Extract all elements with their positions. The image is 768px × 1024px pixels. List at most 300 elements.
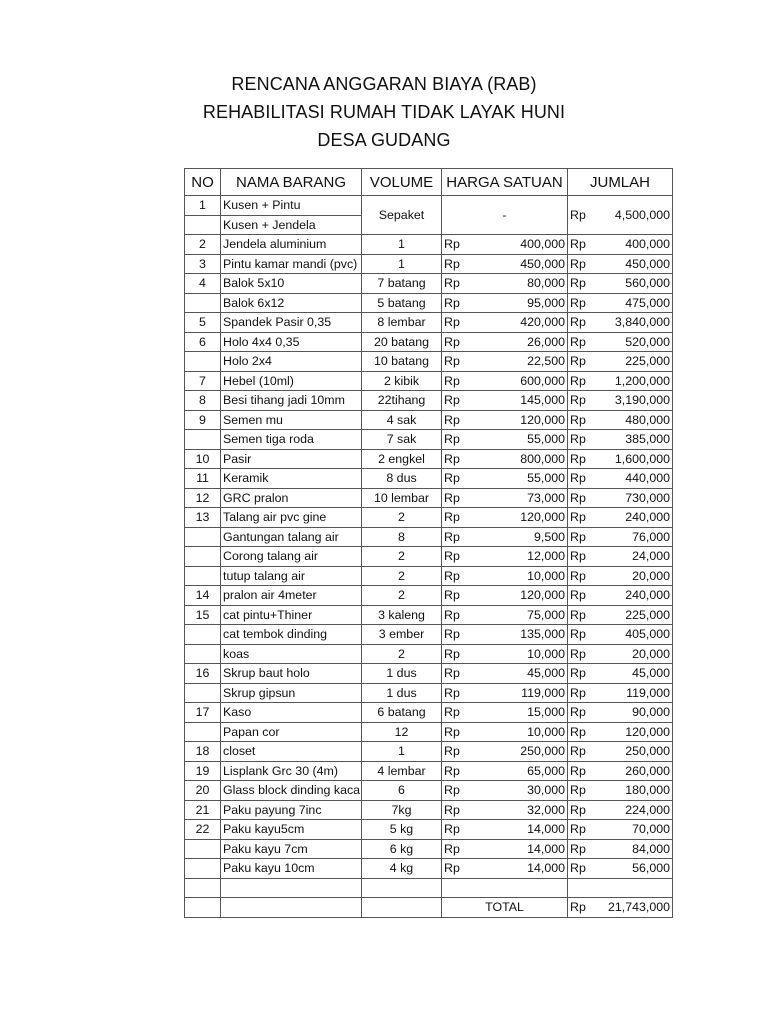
row-no	[185, 625, 221, 645]
harga-value: 14,000	[527, 861, 565, 876]
row-name: cat tembok dinding	[221, 625, 362, 645]
jumlah-value: 120,000	[625, 724, 670, 739]
row-name: Semen tiga roda	[221, 430, 362, 450]
table-row	[185, 761, 673, 781]
currency-label: Rp	[444, 393, 460, 408]
row-no: 16	[185, 664, 221, 684]
table-row	[185, 820, 673, 840]
row-volume: 10 lembar	[362, 488, 442, 508]
currency-label: Rp	[444, 861, 460, 876]
title-line-1: RENCANA ANGGARAN BIAYA (RAB)	[231, 74, 537, 94]
table-row	[185, 644, 673, 664]
title-line-3: DESA GUDANG	[317, 130, 451, 150]
harga-value: 10,000	[527, 646, 565, 661]
header-nama-barang: NAMA BARANG	[221, 169, 362, 196]
row-harga	[442, 449, 568, 469]
row-harga	[442, 508, 568, 528]
row-harga	[442, 430, 568, 450]
row-volume: 7 sak	[362, 430, 442, 450]
harga-value: 14,000	[527, 841, 565, 856]
table-row	[185, 547, 673, 567]
harga-value: 32,000	[527, 802, 565, 817]
table-row	[185, 722, 673, 742]
row-no	[185, 859, 221, 879]
row-harga	[442, 293, 568, 313]
row-jumlah	[568, 605, 673, 625]
currency-label: Rp	[444, 276, 460, 291]
row-harga	[442, 644, 568, 664]
row-harga	[442, 371, 568, 391]
row-name: Jendela aluminium	[221, 235, 362, 255]
jumlah-value: 20,000	[632, 568, 670, 583]
row-name: Kusen + Jendela	[221, 215, 362, 235]
currency-label: Rp	[570, 822, 586, 837]
currency-label: Rp	[444, 607, 460, 622]
row-no: 11	[185, 469, 221, 489]
currency-label: Rp	[570, 451, 586, 466]
table-row	[185, 371, 673, 391]
currency-label: Rp	[444, 295, 460, 310]
row-harga	[442, 488, 568, 508]
row-harga	[442, 352, 568, 372]
row-harga	[442, 566, 568, 586]
row-name: Skrup gipsun	[221, 683, 362, 703]
row-harga	[442, 820, 568, 840]
row-volume: 8	[362, 527, 442, 547]
row-jumlah	[568, 410, 673, 430]
currency-label: Rp	[570, 841, 586, 856]
row-volume: 2	[362, 586, 442, 606]
row-harga	[442, 391, 568, 411]
row-jumlah	[568, 722, 673, 742]
row-name: pralon air 4meter	[221, 586, 362, 606]
row-harga	[442, 313, 568, 333]
jumlah-value: 119,000	[626, 685, 670, 700]
row-harga	[442, 839, 568, 859]
row-jumlah	[568, 742, 673, 762]
table-row	[185, 274, 673, 294]
header-no: NO	[185, 169, 221, 196]
row-name: Kaso	[221, 703, 362, 723]
jumlah-value: 84,000	[632, 841, 670, 856]
row-no: 12	[185, 488, 221, 508]
jumlah-value: 70,000	[632, 822, 670, 837]
harga-value: 80,000	[527, 276, 565, 291]
harga-value: 26,000	[527, 334, 565, 349]
row-jumlah	[568, 254, 673, 274]
row-no: 2	[185, 235, 221, 255]
row-jumlah	[568, 508, 673, 528]
currency-label: Rp	[444, 549, 460, 564]
row-volume: 7kg	[362, 800, 442, 820]
row-no: 7	[185, 371, 221, 391]
currency-label: Rp	[444, 841, 460, 856]
jumlah-value: 250,000	[625, 744, 670, 759]
table-row	[185, 449, 673, 469]
harga-value: 119,000	[521, 685, 565, 700]
row-no	[185, 215, 221, 235]
table-row	[185, 332, 673, 352]
header-volume: VOLUME	[362, 169, 442, 196]
jumlah-value: 450,000	[625, 256, 670, 271]
row-jumlah	[568, 625, 673, 645]
row-jumlah	[568, 196, 673, 235]
currency-label: Rp	[444, 354, 460, 369]
currency-label: Rp	[570, 802, 586, 817]
row-no: 13	[185, 508, 221, 528]
jumlah-value: 76,000	[632, 529, 670, 544]
currency-label: Rp	[570, 646, 586, 661]
header-jumlah: JUMLAH	[568, 169, 673, 196]
row-jumlah	[568, 371, 673, 391]
row-jumlah	[568, 683, 673, 703]
currency-label: Rp	[570, 373, 586, 388]
row-volume: 3 kaleng	[362, 605, 442, 625]
row-name: cat pintu+Thiner	[221, 605, 362, 625]
harga-value: 95,000	[527, 295, 565, 310]
currency-label: Rp	[570, 549, 586, 564]
table-row	[185, 352, 673, 372]
row-harga	[442, 859, 568, 879]
row-volume: 10 batang	[362, 352, 442, 372]
table-row	[185, 839, 673, 859]
row-harga	[442, 586, 568, 606]
currency-label: Rp	[444, 724, 460, 739]
row-volume: 8 lembar	[362, 313, 442, 333]
row-name: GRC pralon	[221, 488, 362, 508]
total-row	[185, 898, 673, 918]
row-no	[185, 527, 221, 547]
row-name: Paku kayu 10cm	[221, 859, 362, 879]
row-volume: 1	[362, 742, 442, 762]
table-row	[185, 469, 673, 489]
jumlah-value: 224,000	[625, 802, 670, 817]
table-row	[185, 605, 673, 625]
harga-value: 55,000	[527, 471, 565, 486]
currency-label: Rp	[444, 646, 460, 661]
currency-label: Rp	[444, 451, 460, 466]
row-name: Kusen + Pintu	[221, 196, 362, 216]
jumlah-value: 4,500,000	[614, 208, 670, 222]
row-volume: 12	[362, 722, 442, 742]
harga-value: 120,000	[520, 588, 565, 603]
total-label: TOTAL	[442, 898, 568, 918]
table-row	[185, 742, 673, 762]
row-jumlah	[568, 293, 673, 313]
row-name: closet	[221, 742, 362, 762]
row-volume: 2	[362, 508, 442, 528]
currency-label: Rp	[444, 666, 460, 681]
row-jumlah	[568, 800, 673, 820]
row-harga	[442, 664, 568, 684]
row-name: Hebel (10ml)	[221, 371, 362, 391]
harga-value: 45,000	[527, 666, 565, 681]
currency-label: Rp	[570, 627, 586, 642]
table-row	[185, 430, 673, 450]
row-name: Skrup baut holo	[221, 664, 362, 684]
row-jumlah	[568, 566, 673, 586]
row-name: Keramik	[221, 469, 362, 489]
row-harga: -	[442, 196, 568, 235]
jumlah-value: 440,000	[625, 471, 670, 486]
jumlah-value: 24,000	[632, 549, 670, 564]
document-title	[0, 70, 768, 154]
table-row	[185, 410, 673, 430]
row-name: Paku kayu 7cm	[221, 839, 362, 859]
currency-label: Rp	[570, 744, 586, 759]
jumlah-value: 225,000	[625, 607, 670, 622]
row-jumlah	[568, 527, 673, 547]
row-volume: 7 batang	[362, 274, 442, 294]
row-no: 3	[185, 254, 221, 274]
row-jumlah	[568, 352, 673, 372]
row-volume: 6	[362, 781, 442, 801]
table-row	[185, 683, 673, 703]
row-volume: 2	[362, 547, 442, 567]
row-name: Pintu kamar mandi (pvc)	[221, 254, 362, 274]
row-volume: 5 kg	[362, 820, 442, 840]
row-harga	[442, 274, 568, 294]
currency-label: Rp	[570, 490, 586, 505]
row-volume: 2 engkel	[362, 449, 442, 469]
row-jumlah	[568, 820, 673, 840]
currency-label: Rp	[570, 861, 586, 876]
row-harga	[442, 683, 568, 703]
currency-label: Rp	[570, 607, 586, 622]
jumlah-value: 3,190,000	[614, 393, 670, 408]
jumlah-value: 20,000	[632, 646, 670, 661]
currency-label: Rp	[444, 763, 460, 778]
row-harga	[442, 332, 568, 352]
row-volume: 20 batang	[362, 332, 442, 352]
row-jumlah	[568, 235, 673, 255]
row-harga	[442, 235, 568, 255]
harga-value: 420,000	[520, 315, 565, 330]
table-row	[185, 293, 673, 313]
currency-label: Rp	[570, 568, 586, 583]
row-name: Paku payung 7inc	[221, 800, 362, 820]
table-row	[185, 859, 673, 879]
currency-label: Rp	[444, 802, 460, 817]
currency-label: Rp	[444, 510, 460, 525]
harga-value: 55,000	[527, 432, 565, 447]
harga-value: 120,000	[520, 412, 565, 427]
currency-label: Rp	[444, 627, 460, 642]
harga-value: 120,000	[520, 510, 565, 525]
row-no: 21	[185, 800, 221, 820]
table-row	[185, 527, 673, 547]
row-jumlah	[568, 274, 673, 294]
row-harga	[442, 722, 568, 742]
harga-value: 10,000	[527, 724, 565, 739]
row-name: Talang air pvc gine	[221, 508, 362, 528]
row-jumlah	[568, 664, 673, 684]
row-no	[185, 293, 221, 313]
row-no	[185, 644, 221, 664]
currency-label: Rp	[444, 237, 460, 252]
row-jumlah	[568, 761, 673, 781]
currency-label: Rp	[444, 588, 460, 603]
total-value: 21,743,000	[607, 900, 670, 915]
row-no: 17	[185, 703, 221, 723]
row-jumlah	[568, 703, 673, 723]
currency-label: Rp	[570, 354, 586, 369]
row-no: 22	[185, 820, 221, 840]
table-row	[185, 254, 673, 274]
table-row	[185, 800, 673, 820]
table-row	[185, 781, 673, 801]
jumlah-value: 180,000	[625, 783, 670, 798]
table-row	[185, 391, 673, 411]
table-row	[185, 196, 673, 216]
row-no: 5	[185, 313, 221, 333]
harga-value: 22,500	[527, 354, 565, 369]
header-row	[185, 169, 673, 196]
row-name: Semen mu	[221, 410, 362, 430]
row-harga	[442, 742, 568, 762]
row-name: Lisplank Grc 30 (4m)	[221, 761, 362, 781]
currency-label: Rp	[570, 237, 586, 252]
row-name: Corong talang air	[221, 547, 362, 567]
row-jumlah	[568, 644, 673, 664]
row-jumlah	[568, 488, 673, 508]
harga-value: 12,000	[527, 549, 565, 564]
table-row	[185, 313, 673, 333]
harga-value: 10,000	[527, 568, 565, 583]
currency-label: Rp	[570, 208, 586, 222]
jumlah-value: 385,000	[625, 432, 670, 447]
jumlah-value: 560,000	[625, 276, 670, 291]
currency-label: Rp	[570, 315, 586, 330]
jumlah-value: 90,000	[632, 705, 670, 720]
row-no	[185, 547, 221, 567]
currency-label: Rp	[570, 529, 586, 544]
row-volume: 3 ember	[362, 625, 442, 645]
jumlah-value: 730,000	[625, 490, 670, 505]
row-jumlah	[568, 430, 673, 450]
row-name: Glass block dinding kaca	[221, 781, 362, 801]
table-row	[185, 625, 673, 645]
row-jumlah	[568, 313, 673, 333]
row-name: Holo 2x4	[221, 352, 362, 372]
row-no	[185, 722, 221, 742]
jumlah-value: 45,000	[632, 666, 670, 681]
table-row	[185, 703, 673, 723]
jumlah-value: 240,000	[625, 588, 670, 603]
currency-label: Rp	[570, 666, 586, 681]
harga-value: 135,000	[520, 627, 565, 642]
row-volume: 6 kg	[362, 839, 442, 859]
jumlah-value: 260,000	[625, 763, 670, 778]
row-no: 9	[185, 410, 221, 430]
row-no: 20	[185, 781, 221, 801]
row-volume: 4 sak	[362, 410, 442, 430]
row-volume: 5 batang	[362, 293, 442, 313]
row-harga	[442, 254, 568, 274]
currency-label: Rp	[570, 256, 586, 271]
currency-label: Rp	[444, 529, 460, 544]
row-no: 15	[185, 605, 221, 625]
harga-value: 800,000	[520, 451, 565, 466]
total-cell	[568, 898, 673, 918]
currency-label: Rp	[444, 412, 460, 427]
jumlah-value: 1,200,000	[614, 373, 670, 388]
row-no: 10	[185, 449, 221, 469]
row-no: 18	[185, 742, 221, 762]
row-volume: 2	[362, 566, 442, 586]
table-row	[185, 488, 673, 508]
jumlah-value: 475,000	[625, 295, 670, 310]
row-jumlah	[568, 469, 673, 489]
jumlah-value: 1,600,000	[614, 451, 670, 466]
harga-value: 75,000	[527, 607, 565, 622]
row-name: koas	[221, 644, 362, 664]
jumlah-value: 240,000	[625, 510, 670, 525]
row-volume: 1	[362, 254, 442, 274]
row-name: Gantungan talang air	[221, 527, 362, 547]
row-name: Balok 6x12	[221, 293, 362, 313]
row-harga	[442, 605, 568, 625]
currency-label: Rp	[570, 334, 586, 349]
row-no	[185, 430, 221, 450]
currency-label: Rp	[444, 334, 460, 349]
row-volume: 2	[362, 644, 442, 664]
row-harga	[442, 761, 568, 781]
row-harga	[442, 781, 568, 801]
row-jumlah	[568, 781, 673, 801]
row-jumlah	[568, 859, 673, 879]
harga-value: 14,000	[527, 822, 565, 837]
currency-label: Rp	[444, 822, 460, 837]
row-harga	[442, 625, 568, 645]
currency-label: Rp	[444, 568, 460, 583]
harga-value: 600,000	[520, 373, 565, 388]
currency-label: Rp	[444, 783, 460, 798]
currency-label: Rp	[570, 471, 586, 486]
row-name: Balok 5x10	[221, 274, 362, 294]
row-no	[185, 683, 221, 703]
title-line-2: REHABILITASI RUMAH TIDAK LAYAK HUNI	[202, 102, 566, 122]
row-jumlah	[568, 449, 673, 469]
currency-label: Rp	[570, 432, 586, 447]
row-harga	[442, 410, 568, 430]
row-no: 1	[185, 196, 221, 216]
row-no	[185, 566, 221, 586]
jumlah-value: 225,000	[625, 354, 670, 369]
harga-value: 400,000	[520, 237, 565, 252]
currency-label: Rp	[570, 900, 586, 915]
currency-label: Rp	[444, 471, 460, 486]
row-harga	[442, 469, 568, 489]
currency-label: Rp	[570, 685, 586, 700]
row-jumlah	[568, 547, 673, 567]
jumlah-value: 56,000	[632, 861, 670, 876]
row-harga	[442, 703, 568, 723]
row-volume: 6 batang	[362, 703, 442, 723]
currency-label: Rp	[570, 393, 586, 408]
harga-value: 145,000	[520, 393, 565, 408]
currency-label: Rp	[444, 744, 460, 759]
currency-label: Rp	[570, 724, 586, 739]
row-volume: 1 dus	[362, 683, 442, 703]
row-name: Paku kayu5cm	[221, 820, 362, 840]
row-volume: 4 lembar	[362, 761, 442, 781]
row-no: 8	[185, 391, 221, 411]
row-no: 14	[185, 586, 221, 606]
row-volume: 4 kg	[362, 859, 442, 879]
jumlah-value: 400,000	[625, 237, 670, 252]
currency-label: Rp	[570, 412, 586, 427]
